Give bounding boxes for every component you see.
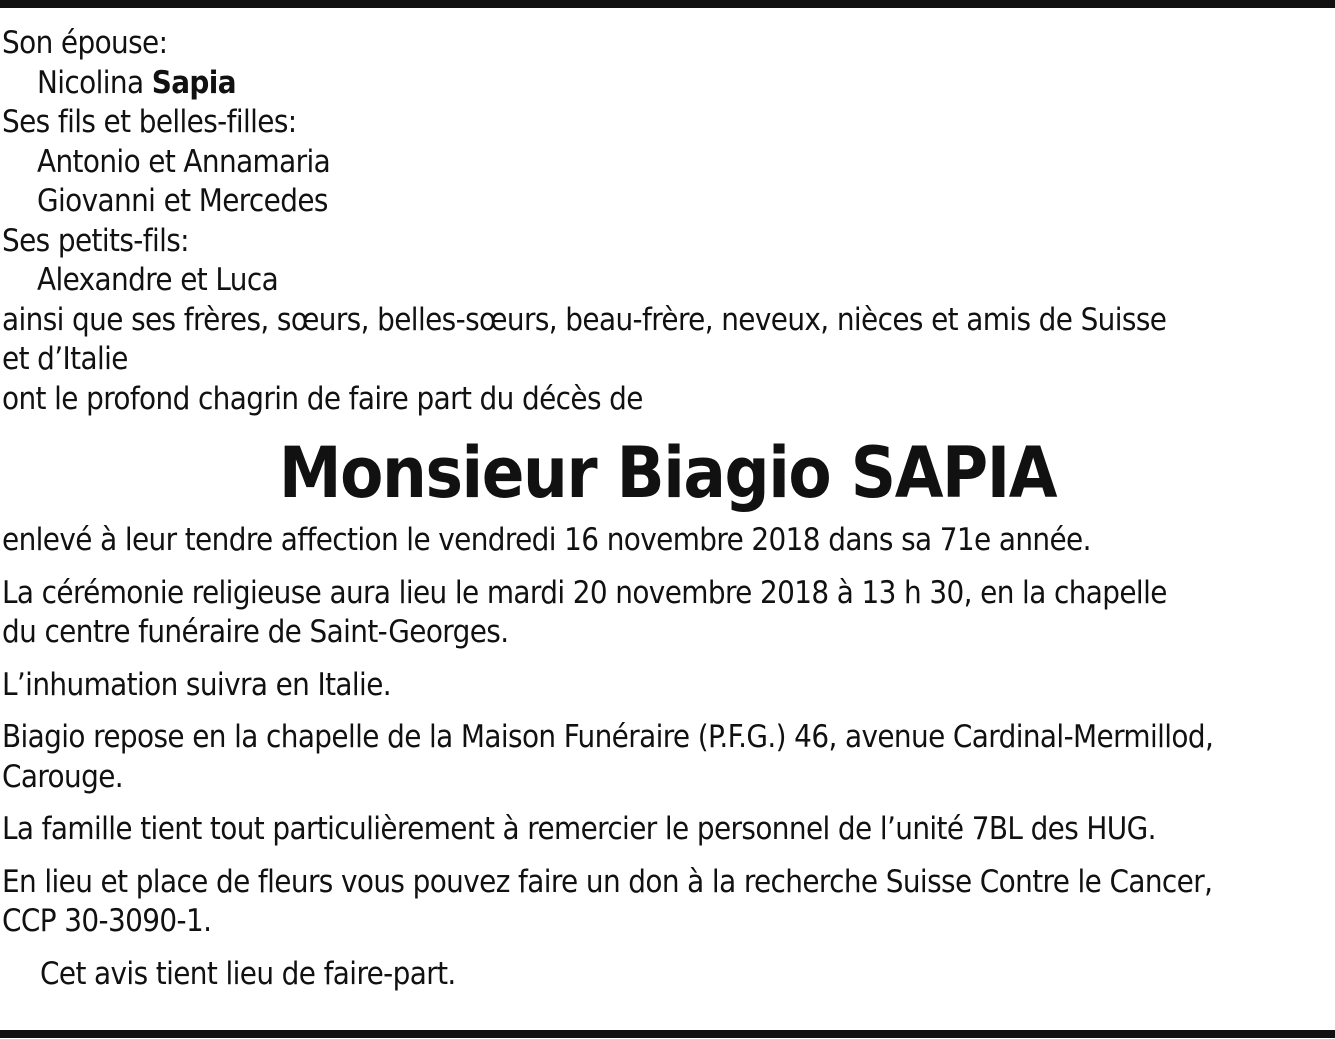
bottom-rule <box>0 1030 1335 1038</box>
obituary-notice <box>2 24 1333 994</box>
son-couple: Antonio et Annamaria <box>37 143 331 180</box>
ceremony-text-continued: du centre funéraire de Saint-Georges. <box>2 614 509 650</box>
ceremony-text: La cérémonie religieuse aura lieu le mardi 20 novembre 2018 à 13 h 30, en la chapelle <box>2 574 1167 611</box>
relatives-line: ainsi que ses frères, sœurs, belles-sœurs, beau-frère, neveux, nièces et amis de Suisse <box>2 301 1167 338</box>
thanks-paragraph <box>2 810 1333 850</box>
top-rule <box>0 0 1335 8</box>
spouse-name <box>2 64 1333 104</box>
spouse-last-name: Sapia <box>151 64 236 101</box>
passing-text: enlevé à leur tendre affection le vendredi 16 novembre 2018 dans sa 71e année. <box>2 522 1091 558</box>
relatives-line-continued: et d’Italie <box>2 341 128 377</box>
announcement-line: ont le profond chagrin de faire part du décès de <box>2 380 643 417</box>
burial-text: L’inhumation suivra en Italie. <box>2 666 392 703</box>
burial-paragraph <box>2 666 1333 706</box>
deceased-name: Monsieur Biagio SAPIA <box>278 432 1057 514</box>
ceremony-paragraph <box>2 574 1333 653</box>
viewing-text-continued: Carouge. <box>2 758 124 795</box>
grandsons-names: Alexandre et Luca <box>37 262 279 298</box>
son-couple: Giovanni et Mercedes <box>37 183 328 219</box>
closing-note: Cet avis tient lieu de faire-part. <box>40 955 456 992</box>
thanks-text: La famille tient tout particulièrement à remercier le personnel de l’unité 7BL des HUG. <box>2 811 1156 847</box>
spouse-heading: Son épouse: <box>2 25 168 61</box>
donation-text-continued: CCP 30-3090-1. <box>2 903 212 939</box>
donation-paragraph <box>2 863 1333 942</box>
grandsons-heading: Ses petits-fils: <box>2 222 189 259</box>
donation-text: En lieu et place de fleurs vous pouvez faire un don à la recherche Suisse Contre le Cancer, <box>2 863 1213 900</box>
passing-paragraph <box>2 521 1333 561</box>
viewing-text: Biagio repose en la chapelle de la Maison Funéraire (P.F.G.) 46, avenue Cardinal-Mermillod, <box>2 719 1214 755</box>
viewing-paragraph <box>2 718 1333 797</box>
sons-heading: Ses fils et belles-filles: <box>2 104 297 140</box>
spouse-first-name: Nicolina <box>37 64 152 101</box>
